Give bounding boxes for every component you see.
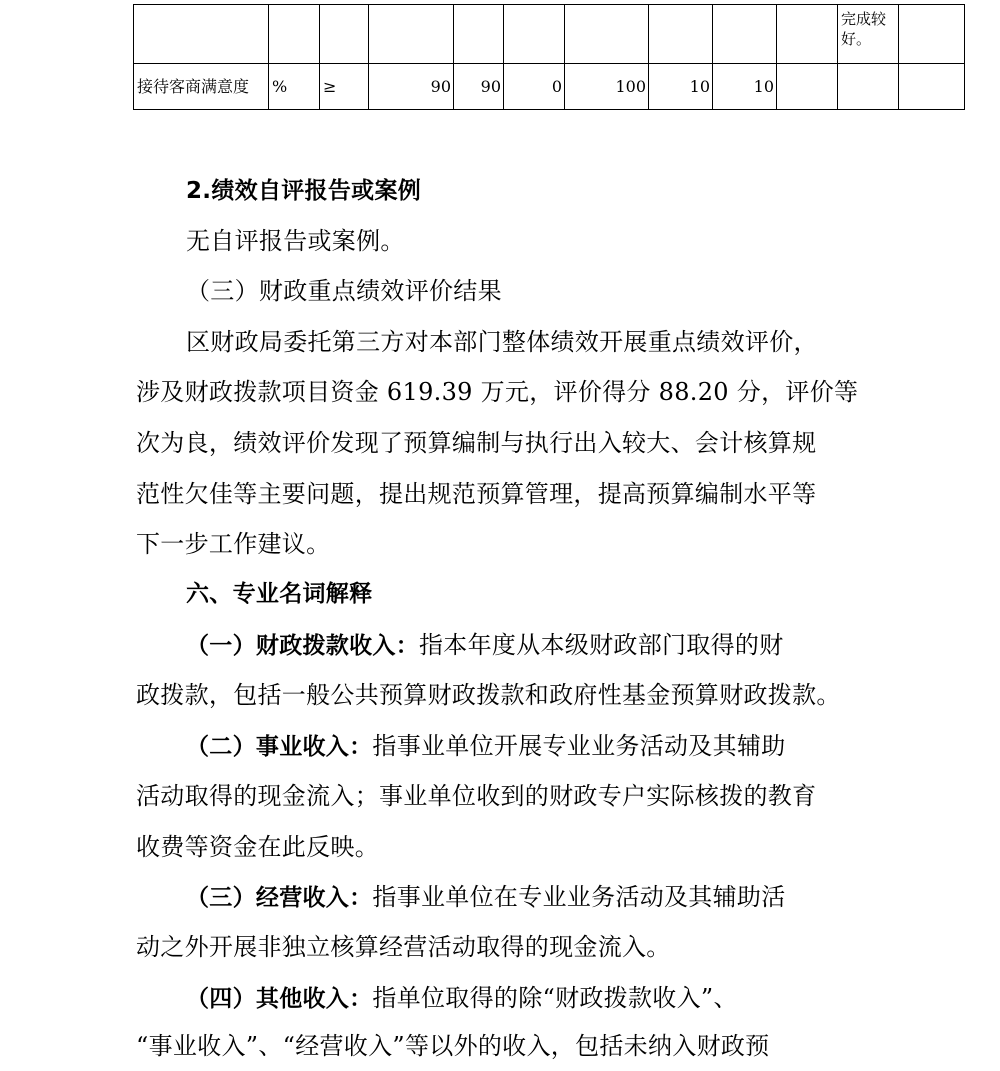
- section-heading: 2.绩效自评报告或案例: [186, 178, 422, 204]
- term-line: [186, 620, 946, 671]
- term-label: （一）财政拨款收入：: [186, 633, 419, 659]
- table-cell: [838, 64, 899, 110]
- term-text: 指单位取得的除“财政拨款收入”、: [372, 984, 738, 1012]
- table-cell: [454, 5, 504, 64]
- section-heading: 六、专业名词解释: [186, 581, 373, 607]
- term-text: 指事业单位开展专业业务活动及其辅助: [372, 732, 786, 760]
- value-cell: 100: [565, 64, 649, 110]
- table-cell: [565, 5, 649, 64]
- table-cell: [320, 5, 369, 64]
- table-cell: [369, 5, 454, 64]
- table-cell: [504, 5, 565, 64]
- value-cell: 90: [369, 64, 454, 110]
- paragraph-line: 动之外开展非独立核算经营活动取得的现金流入。: [136, 933, 671, 961]
- paragraph-line: 政拨款，包括一般公共预算财政拨款和政府性基金预算财政拨款。: [136, 681, 841, 709]
- term-label: （四）其他收入：: [186, 986, 373, 1012]
- table-cell: [649, 5, 713, 64]
- unit-cell: %: [269, 64, 320, 110]
- term-line: [186, 721, 946, 772]
- paragraph-line: 活动取得的现金流入；事业单位收到的财政专户实际核拨的教育: [136, 782, 817, 810]
- paragraph-line: 范性欠佳等主要问题，提出规范预算管理，提高预算编制水平等: [136, 480, 817, 508]
- table-cell: [134, 5, 269, 64]
- paragraph-line: 下一步工作建议。: [136, 530, 331, 558]
- table-cell: [899, 64, 965, 110]
- paragraph-line: 涉及财政拨款项目资金 619.39 万元，评价得分 88.20 分，评价等: [136, 378, 859, 406]
- paragraph-line: “事业收入”、“经营收入”等以外的收入，包括未纳入财政预: [136, 1032, 770, 1060]
- term-line: [186, 973, 946, 1024]
- term-text: 指事业单位在专业业务活动及其辅助活: [372, 883, 786, 911]
- table-cell: [713, 5, 777, 64]
- table-cell: [777, 64, 838, 110]
- paragraph-line: 收费等资金在此反映。: [136, 833, 379, 861]
- indicator-name-cell: 接待客商满意度: [134, 64, 269, 110]
- table-cell-remark: 完成较好。: [838, 5, 899, 64]
- performance-table: [133, 4, 965, 110]
- value-cell: 10: [649, 64, 713, 110]
- table-cell: [899, 5, 965, 64]
- paragraph-line: 区财政局委托第三方对本部门整体绩效开展重点绩效评价，: [186, 328, 818, 356]
- table-row: [134, 64, 965, 110]
- paragraph-line: 次为良，绩效评价发现了预算编制与执行出入较大、会计核算规: [136, 429, 817, 457]
- section-heading: （三）财政重点绩效评价结果: [186, 277, 502, 305]
- term-label: （三）经营收入：: [186, 885, 373, 911]
- table-cell: [777, 5, 838, 64]
- term-label: （二）事业收入：: [186, 734, 373, 760]
- value-cell: 10: [713, 64, 777, 110]
- paragraph: 无自评报告或案例。: [186, 227, 405, 255]
- term-text: 指本年度从本级财政部门取得的财: [419, 631, 784, 659]
- table-row: [134, 5, 965, 64]
- table-cell: [269, 5, 320, 64]
- value-cell: 0: [504, 64, 565, 110]
- term-line: [186, 872, 946, 923]
- operator-cell: ≥: [320, 64, 369, 110]
- value-cell: 90: [454, 64, 504, 110]
